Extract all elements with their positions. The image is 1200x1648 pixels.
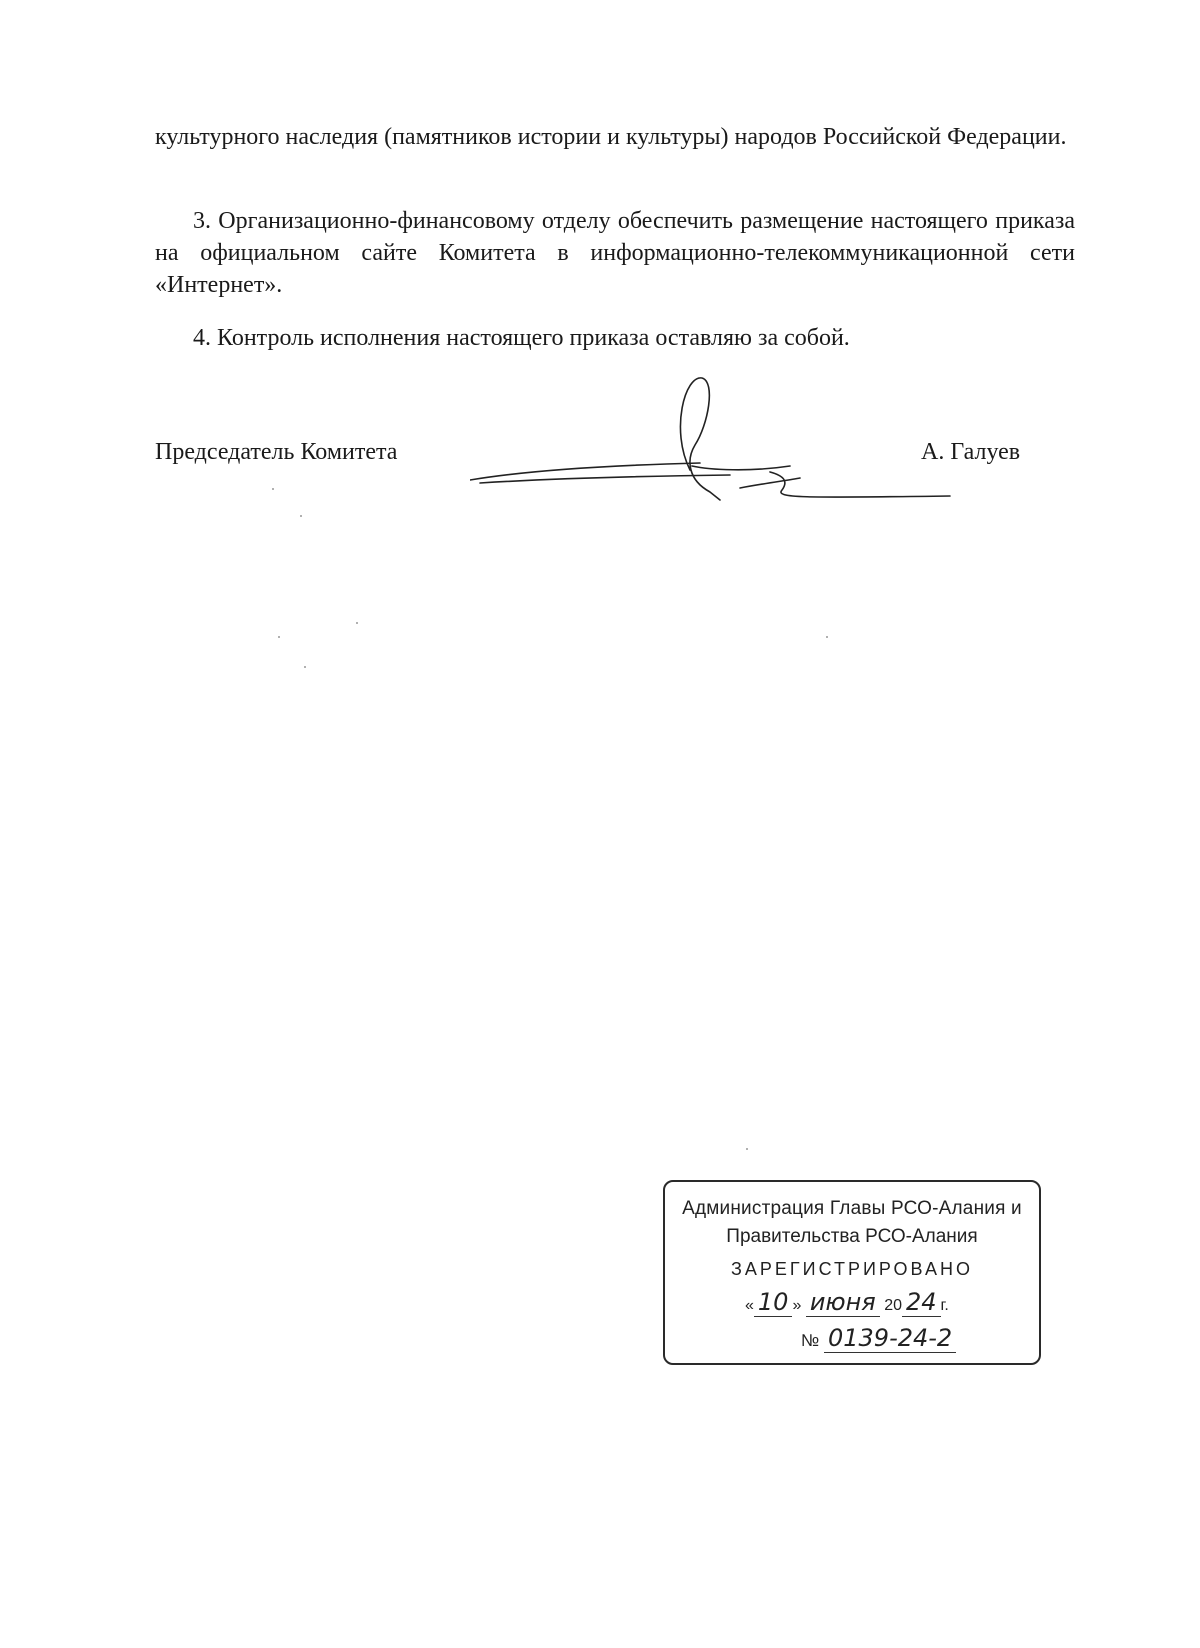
scan-speck xyxy=(746,1148,748,1150)
stamp-number xyxy=(801,1324,956,1352)
signer-name: А. Галуев xyxy=(921,439,1021,465)
scan-speck xyxy=(272,488,274,490)
stamp-number-label: № xyxy=(801,1331,820,1350)
signer-title: Председатель Комитета xyxy=(155,439,398,465)
scan-speck xyxy=(304,666,306,668)
scan-speck xyxy=(356,622,358,624)
registration-stamp xyxy=(663,1180,1041,1365)
scan-speck xyxy=(278,636,280,638)
scan-speck xyxy=(300,515,302,517)
stamp-year-unit: г. xyxy=(940,1297,949,1314)
stamp-month: июня xyxy=(806,1288,880,1317)
scan-speck xyxy=(826,636,828,638)
paragraph-item-4: 4. Контроль исполнения настоящего приказа оставляю за собой. xyxy=(193,325,850,351)
signature-block xyxy=(155,436,1035,476)
stamp-registered-label: ЗАРЕГИСТРИРОВАНО xyxy=(731,1259,973,1279)
stamp-date xyxy=(745,1288,949,1316)
stamp-number-value: 0139-24-2 xyxy=(824,1324,956,1353)
stamp-year-prefix: 20 xyxy=(884,1297,902,1314)
stamp-day: 10 xyxy=(754,1288,793,1317)
stamp-org-line-1: Администрация Главы РСО-Алания и xyxy=(682,1198,1022,1219)
stamp-quote-close: » xyxy=(792,1297,802,1314)
paragraph-item-3: 3. Организационно-финансовому отделу обеспечить размещение настоящего приказа на официальном сайте Комитета в информационно-телекоммуникационной сети «Интернет». xyxy=(155,208,1075,298)
stamp-org-line-2: Правительства РСО-Алания xyxy=(726,1226,978,1247)
stamp-year-suffix: 24 xyxy=(902,1288,941,1317)
stamp-quote-open: « xyxy=(745,1297,754,1314)
paragraph-continuation: культурного наследия (памятников истории и культуры) народов Российской Федерации. xyxy=(155,124,1067,150)
